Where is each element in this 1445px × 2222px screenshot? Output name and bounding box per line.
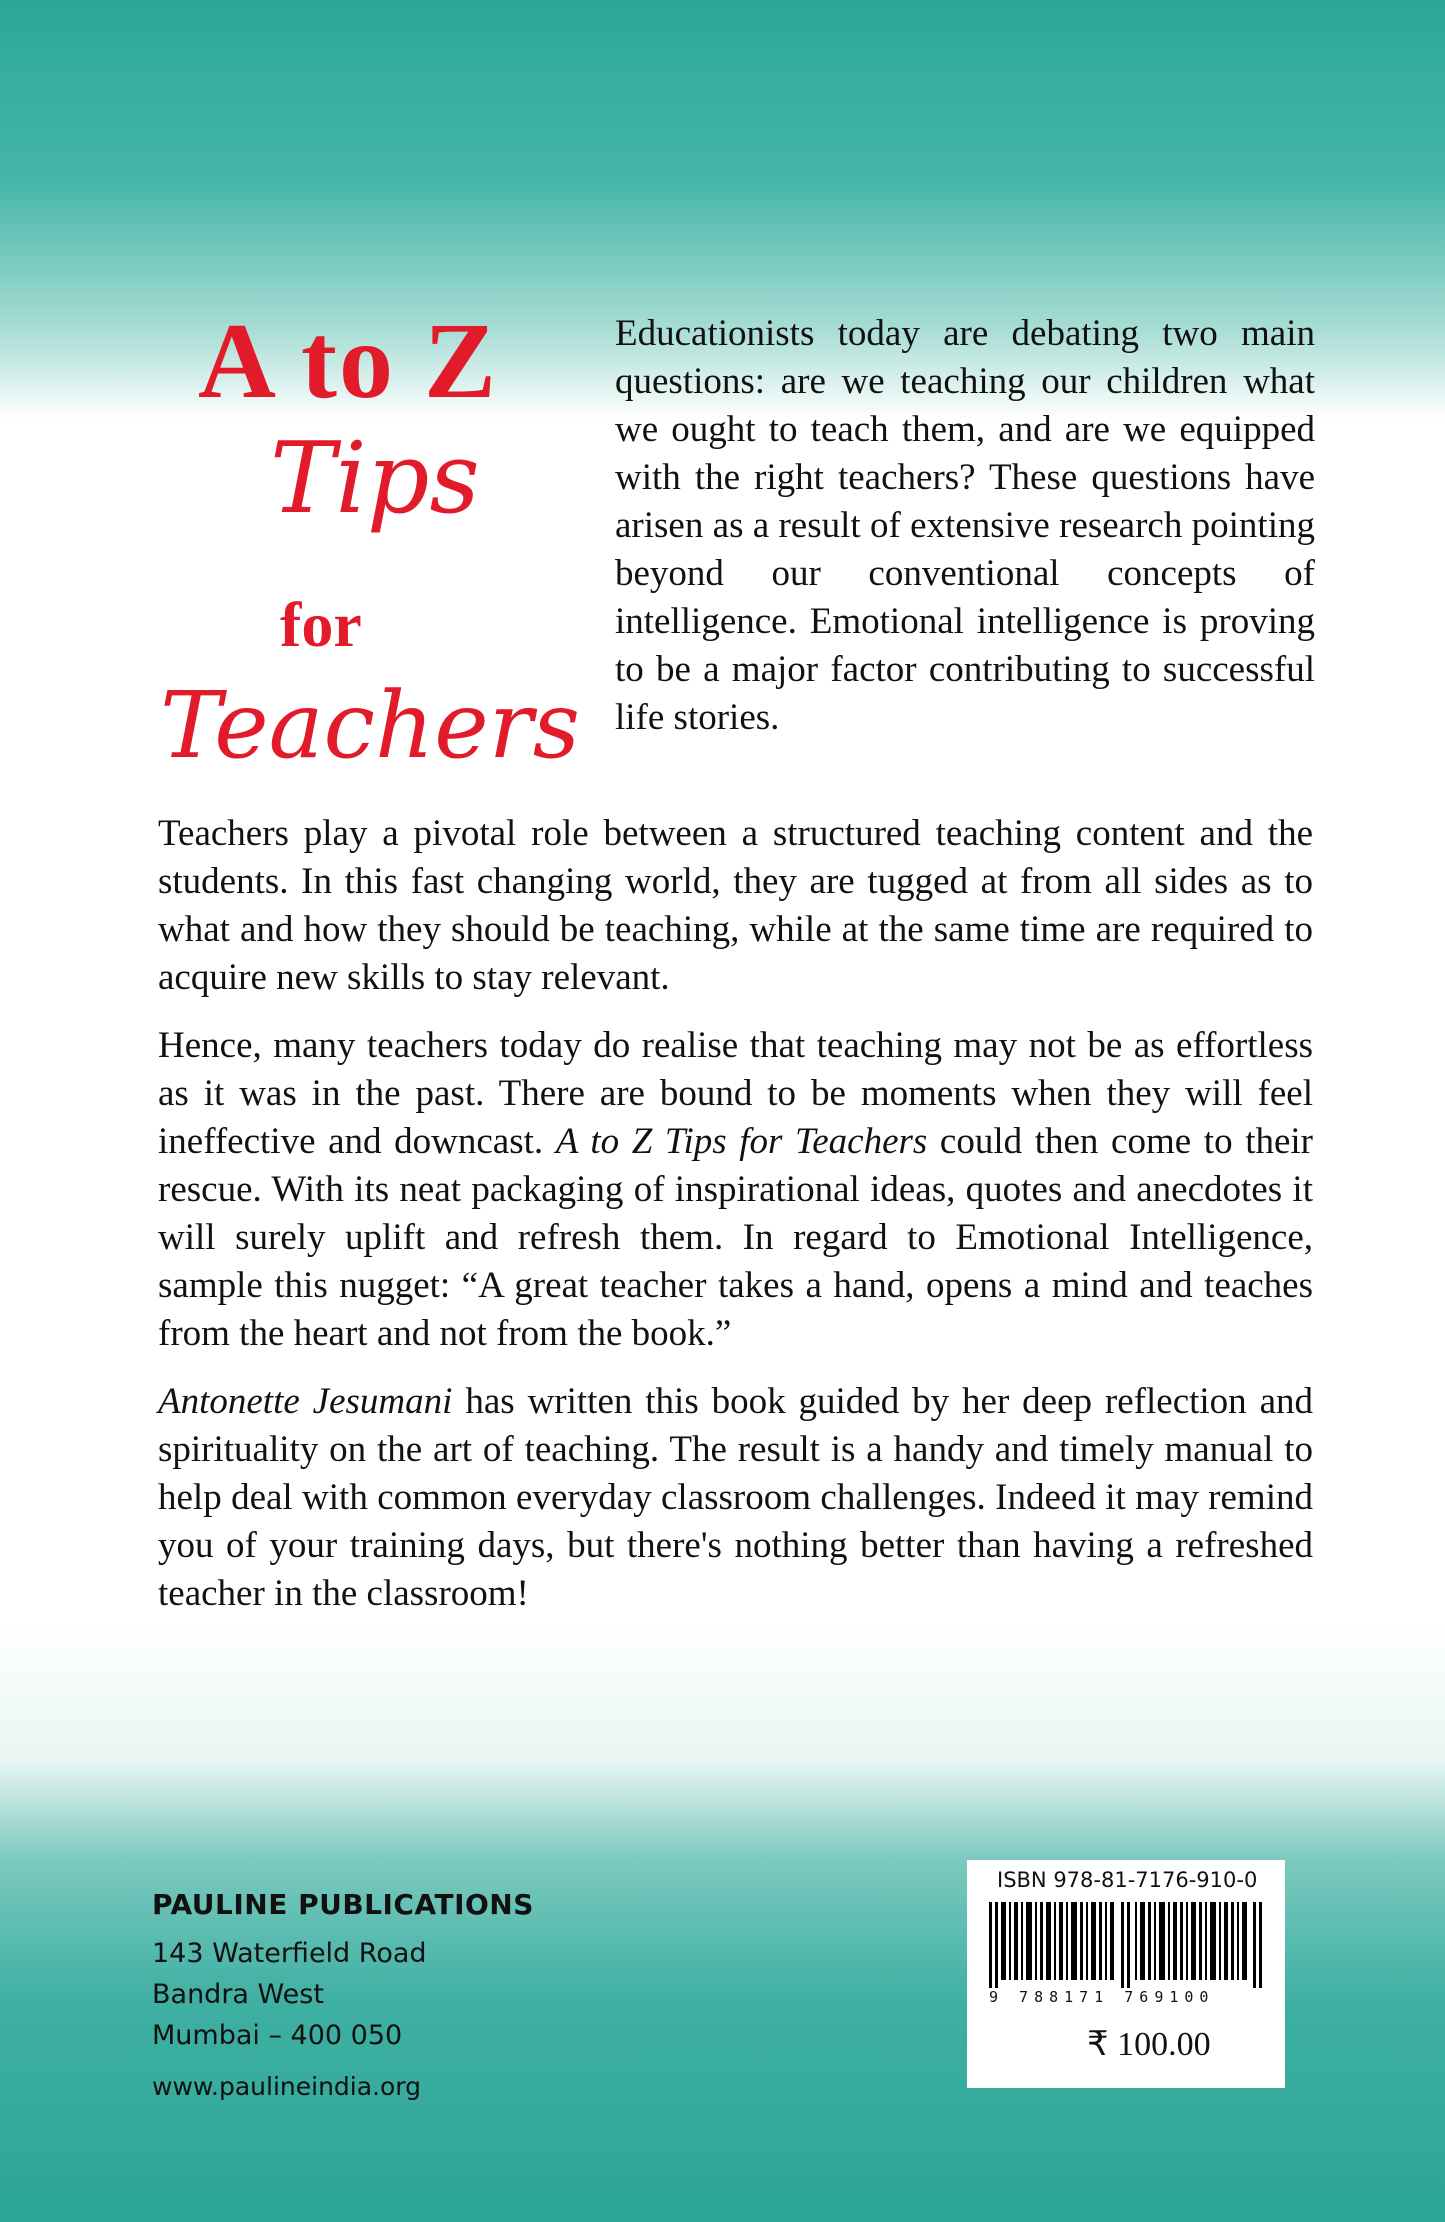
barcode-digits: 9 788171 769100 [989, 1988, 1215, 2006]
book-title-inline: A to Z Tips for Teachers [555, 1121, 928, 1162]
title-tips: Tips [270, 422, 480, 536]
blurb-body [158, 810, 1313, 1638]
title-a-to-z: A to Z [198, 302, 499, 421]
paragraph-rescue-end: could then come to their rescue. With its neat packaging of inspirational ideas, quotes and anecdotes it will surely uplift and refresh them. In regard to Emotional Intelligence, sample this nugget: “A great teacher takes a hand, opens a mind and teaches from the heart and not from the book.” [158, 1121, 1313, 1354]
isbn-label: ISBN 978-81-7176-910-0 [997, 1868, 1258, 1892]
book-title [160, 300, 600, 800]
publisher-address-line2: Bandra West [152, 1979, 324, 2010]
paragraph-author-text: has written this book guided by her deep reflection and spirituality on the art of teaching. The result is a handy and timely manual to help deal with common everyday classroom challenges. Indeed it may remind you of your training days, but there's nothing better than having a refreshed teacher in the classroom! [158, 1381, 1314, 1614]
intro-paragraph: Educationists today are debating two main questions: are we teaching our children what we ought to teach them, and are we equipped with the right teachers? These questions have arisen as a result of extensive research pointing beyond our conventional concepts of intelligence. Emotional intelligence is proving to be a major factor contributing to successful life stories. [615, 313, 1315, 738]
title-for: for [280, 589, 362, 660]
paragraph-rescue-start: Hence, many teachers today do realise that teaching may not be as effortless as it was in the past. There are bound to be moments when they will feel ineffective and downcast. [158, 1025, 1313, 1162]
paragraph-rescue [158, 1022, 1313, 1358]
publisher-address-line1: 143 Waterfield Road [152, 1938, 427, 1969]
publisher-name: PAULINE PUBLICATIONS [152, 1888, 534, 1921]
title-teachers: Teachers [160, 672, 580, 779]
paragraph-author [158, 1378, 1313, 1618]
barcode-icon [989, 1902, 1267, 1988]
publisher-block [152, 1888, 534, 2101]
publisher-address-line3: Mumbai – 400 050 [152, 2020, 403, 2051]
publisher-website: www.paulineindia.org [152, 2072, 422, 2101]
author-name: Antonette Jesumani [158, 1381, 453, 1422]
price: ₹ 100.00 [1087, 2026, 1211, 2063]
paragraph-teachers-role: Teachers play a pivotal role between a structured teaching content and the students. In this fast changing world, they are tugged at from all sides as to what and how they should be teaching, while at the same time are required to acquire new skills to stay relevant. [158, 813, 1313, 998]
isbn-barcode-box [967, 1860, 1285, 2088]
